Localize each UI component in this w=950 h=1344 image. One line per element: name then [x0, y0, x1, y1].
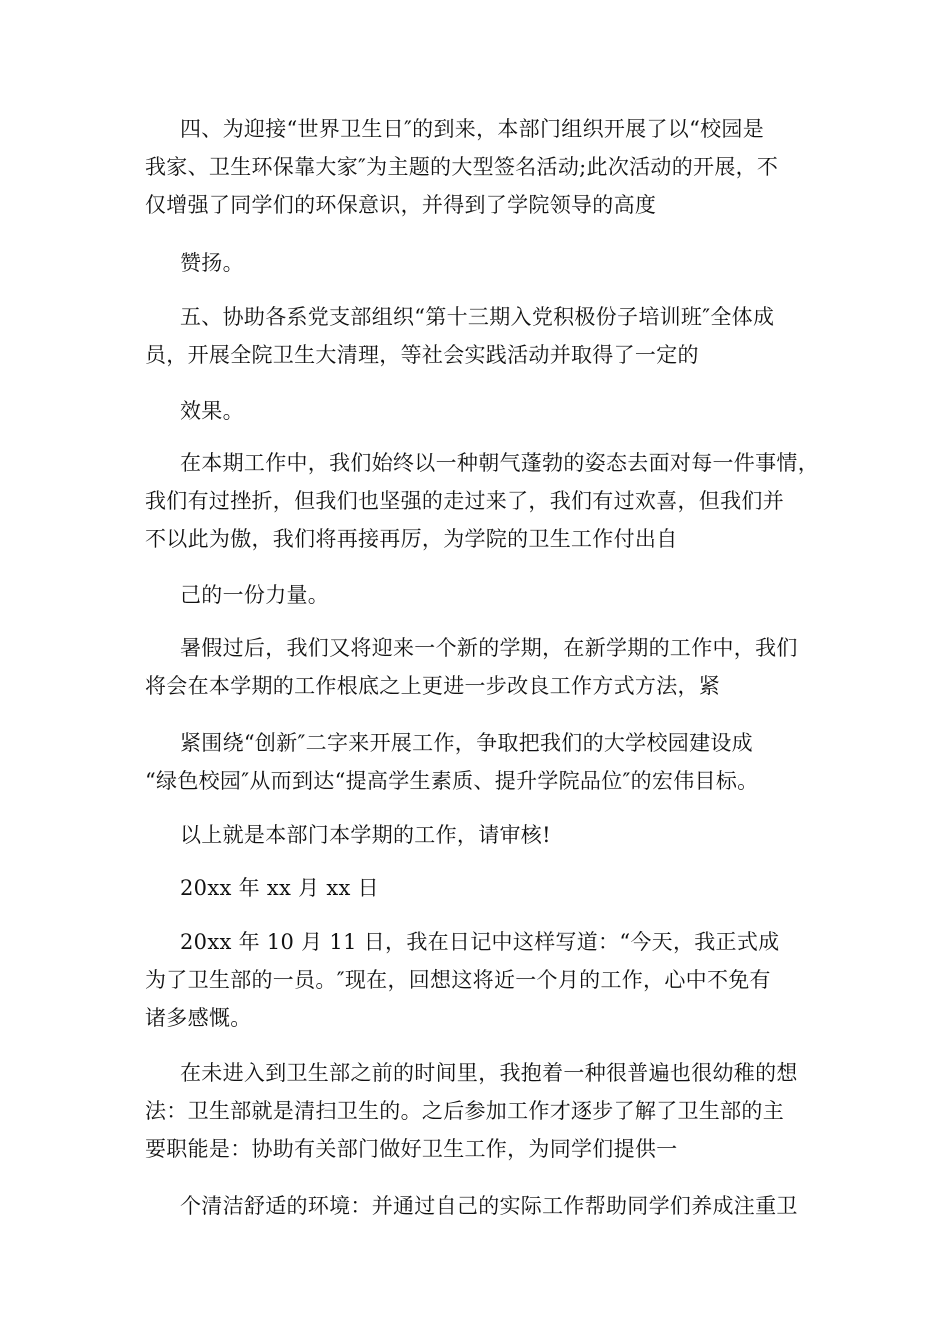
paragraph-line: 仅增强了同学们的环保意识，并得到了学院领导的高度	[145, 193, 657, 217]
paragraph-line: 我们有过挫折，但我们也坚强的走过来了，我们有过欢喜，但我们并	[145, 489, 784, 513]
paragraph-line: 个清洁舒适的环境：并通过自己的实际工作帮助同学们养成注重卫	[180, 1194, 798, 1218]
paragraph-line: 不以此为傲，我们将再接再厉，为学院的卫生工作付出自	[145, 527, 678, 551]
paragraph-line: 20xx 年 10 月 11 日，我在日记中这样写道：“今天，我正式成	[180, 930, 780, 954]
paragraph-line: 在本期工作中，我们始终以一种朝气蓬勃的姿态去面对每一件事情，	[180, 451, 819, 475]
paragraph-line: 赞扬。	[180, 251, 244, 275]
paragraph-line: 效果。	[180, 399, 244, 423]
paragraph-line: 在未进入到卫生部之前的时间里，我抱着一种很普遍也很幼稚的想	[180, 1061, 798, 1085]
paragraph-line: 为了卫生部的一员。″现在，回想这将近一个月的工作，心中不免有	[145, 968, 771, 992]
paragraph-line: 五、协助各系党支部组织“第十三期入党积极份子培训班″全体成	[180, 305, 775, 329]
paragraph-line: 我家、卫生环保靠大家″为主题的大型签名活动;此次活动的开展，不	[145, 155, 779, 179]
paragraph-line: 要职能是：协助有关部门做好卫生工作，为同学们提供一	[145, 1137, 678, 1161]
paragraph-line: 将会在本学期的工作根底之上更进一步改良工作方式方法，紧	[145, 674, 721, 698]
paragraph-line: 紧围绕“创新″二字来开展工作，争取把我们的大学校园建设成	[180, 731, 753, 755]
paragraph-line: 暑假过后，我们又将迎来一个新的学期，在新学期的工作中，我们	[180, 636, 798, 660]
paragraph-line: 诸多感慨。	[145, 1006, 252, 1030]
paragraph-line: 法：卫生部就是清扫卫生的。之后参加工作才逐步了解了卫生部的主	[145, 1099, 784, 1123]
paragraph-line: “绿色校园″从而到达“提高学生素质、提升学院品位″的宏伟目标。	[145, 769, 759, 793]
paragraph-line: 己的一份力量。	[180, 583, 330, 607]
paragraph-line: 以上就是本部门本学期的工作，请审核!	[180, 823, 551, 847]
date-line: 20xx 年 xx 月 xx 日	[180, 876, 379, 900]
paragraph-line: 四、为迎接“世界卫生日″的到来，本部门组织开展了以“校园是	[180, 117, 765, 141]
paragraph-line: 员，开展全院卫生大清理，等社会实践活动并取得了一定的	[145, 343, 699, 367]
